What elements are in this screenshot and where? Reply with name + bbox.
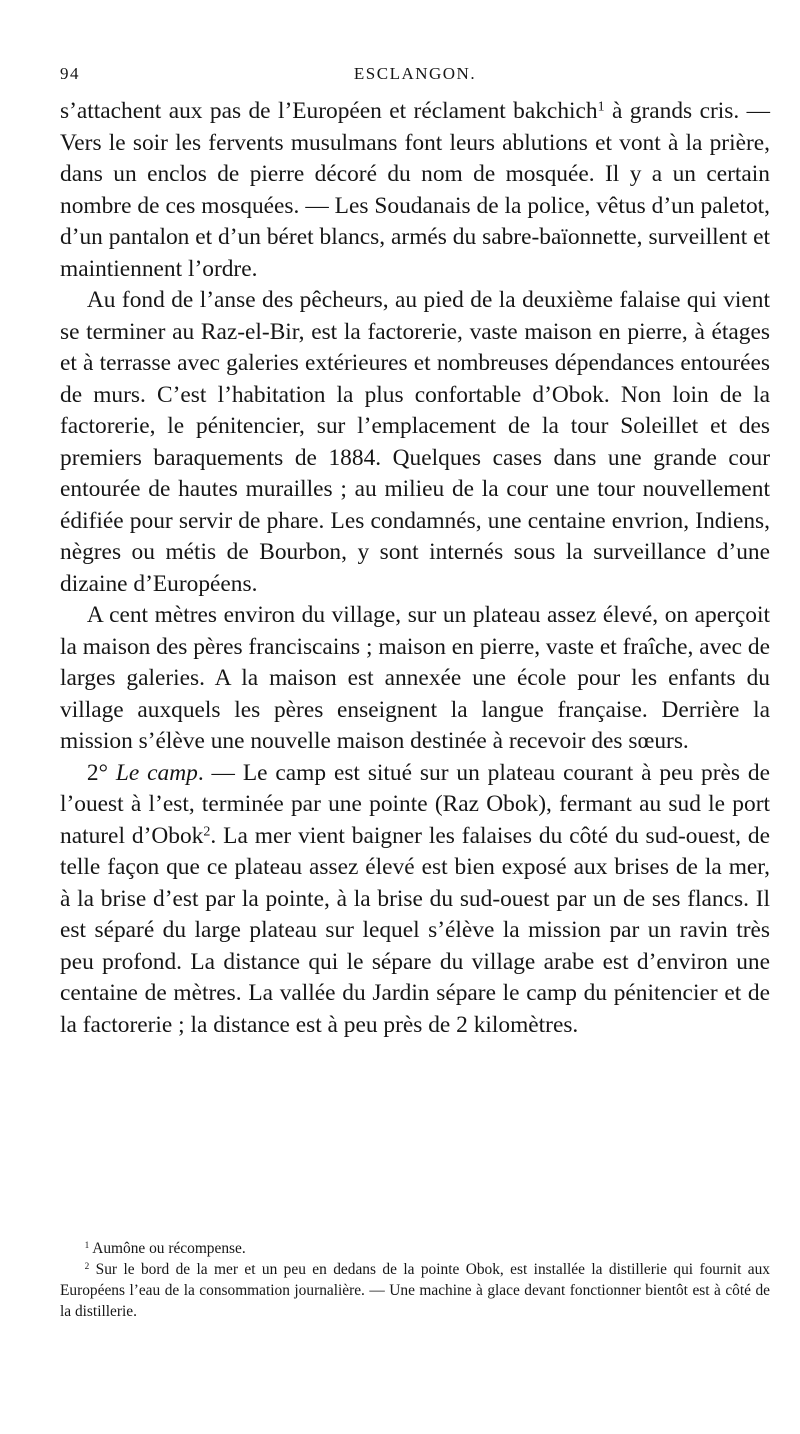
paragraph-1 [60, 96, 770, 285]
running-head [60, 64, 770, 90]
paragraph-3: A cent mètres environ du village, sur un plateau assez élevé, on aperçoit la maison des pères franciscains ; maison en pierre, vaste et fraîche, avec de larges galeries. A la maison est annexée une école pour les enfants du village auxquels les pères enseignent la langue française. Derrière la mission s’élève une nouvelle maison destinée à recevoir des sœurs. [60, 602, 770, 754]
page-number: 94 [60, 64, 80, 83]
running-title: ESCLANGON. [353, 64, 477, 83]
footnote-2-text: Sur le bord de la mer et un peu en dedans de la pointe Obok, est installée la distillerie qui fournit aux Européens l’eau de la consommation journalière. — Une machine à glace devant fonctionner bientôt est à côté de la distillerie. [60, 1261, 770, 1320]
paragraph-4-text-a: . — Le camp est situé sur un plateau courant à peu près de l’ouest à l’est, terminée par une pointe (Raz Obok), fermant au sud le port naturel d’Obok [60, 759, 770, 849]
paragraph-2: Au fond de l’anse des pêcheurs, au pied de la deuxième falaise qui vient se terminer au Raz-el-Bir, est la factorerie, vaste maison en pierre, à étages et à terrasse avec galeries extérieures et nombreuses dépendances entourées de murs. C’est l’habitation la plus confortable d’Obok. Non loin de la factorerie, le pénitencier, sur l’emplacement de la tour Soleillet et des premiers baraquements de 1884. Quelques cases dans une grande cour entourée de hautes murailles ; au milieu de la cour une tour nouvellement édifiée pour servir de phare. Les condamnés, une centaine envrion, Indiens, nègres ou métis de Bourbon, y sont internés sous la surveillance d’une dizaine d’Européens. [60, 287, 770, 597]
footnote-1-mark: 1 [84, 1239, 90, 1250]
paragraph-1-text-b: à grands cris. — Vers le soir les fervents musulmans font leurs ablutions et vont à la prière, dans un enclos de pierre décoré du nom de mosquée. Il y a un certain nombre de ces mosquées. — Les Soudanais de la police, vêtus d’un paletot, d’un pantalon et d’un béret blancs, armés du sabre-baïonnette, surveillent et maintiennent l’ordre. [60, 98, 770, 282]
footnote-ref-2: 2 [203, 822, 211, 839]
footnotes [60, 1238, 770, 1322]
paragraph-4 [60, 758, 770, 1042]
section-number: 2° [86, 759, 116, 786]
footnote-2-mark: 2 [84, 1260, 90, 1271]
paragraph-4-text-b: . La mer vient baigner les falaises du côté du sud-ouest, de telle façon que ce plateau assez élevé est bien exposé aux brises de la mer, à la brise d’est par la pointe, à la brise du sud-ouest par un de ses flancs. Il est séparé du large plateau sur lequel s’élève la mission par un ravin très peu profond. La distance qui le sépare du village arabe est d’environ une centaine de mètres. La vallée du Jardin sépare le camp du pénitencier et de la factorerie ; la distance est à peu près de 2 kilomètres. [60, 822, 770, 1038]
footnote-1 [60, 1238, 770, 1259]
footnote-2 [60, 1259, 770, 1322]
footnote-ref-1: 1 [597, 98, 605, 115]
section-title: Le camp [115, 759, 198, 786]
paragraph-1-text-a: s’attachent aux pas de l’Européen et réclament bakchich [60, 98, 598, 124]
body-text [60, 96, 770, 1041]
footnote-1-text: Aumône ou récompense. [89, 1240, 246, 1257]
